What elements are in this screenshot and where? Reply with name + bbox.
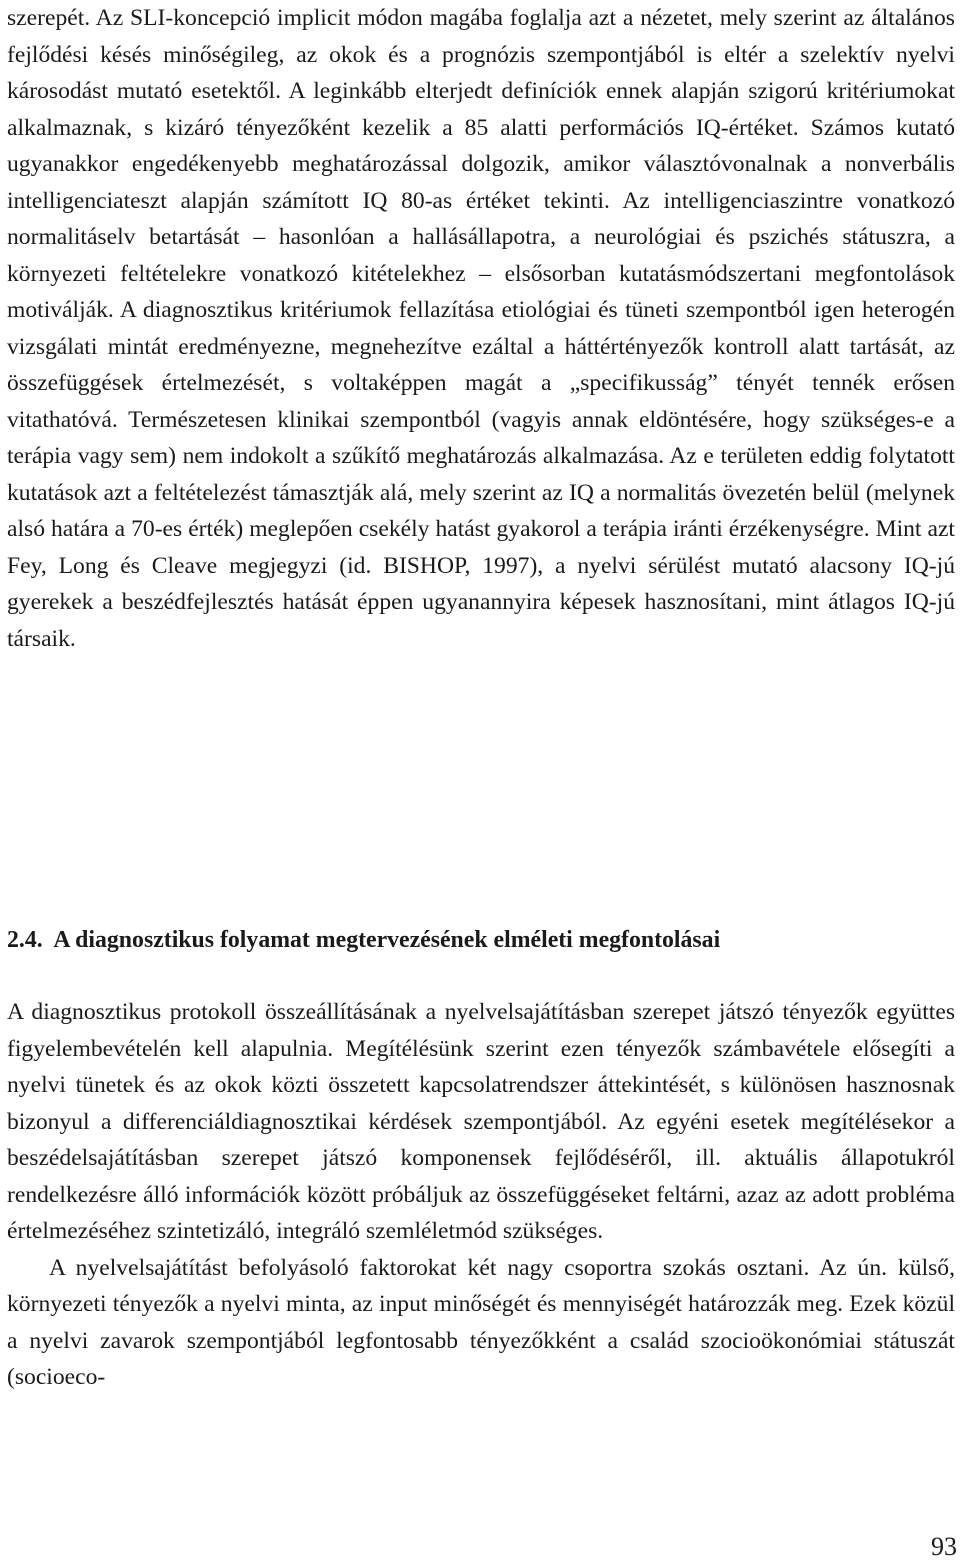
section-heading — [7, 922, 720, 958]
body-paragraph-2: A nyelvelsajátítást befolyásoló faktorokat két nagy csoportra szokás osztani. Az ún. külső, környezeti tényezők a nyelvi minta, az input minőségét és mennyiségét határozzák meg. Ezek közül a nyelvi zavarok szempontjából legfontosabb tényezőkként a család szocioökonómiai státuszát (socioeco- — [7, 1254, 955, 1390]
section-body — [7, 994, 955, 1396]
body-paragraph-intro: szerepét. Az SLI-koncepció implicit módon magába foglalja azt a nézetet, mely szerint az általános fejlődési késés minőségileg, az okok és a prognózis szempontjából is eltér a szelektív nyelvi károsodást mutató esetektől. A leginkább elterjedt definíciók ennek alapján szigorú kritériumokat alkalmaznak, s kizáró tényezőként kezelik a 85 alatti performációs IQ-értéket. Számos kutató ugyanakkor engedékenyebb meghatározással dolgozik, amikor választóvonalnak a nonverbális intelligenciateszt alapján számított IQ 80-as értéket tekinti. Az intelligenciaszintre vonatkozó normalitáselv betartását – hasonlóan a hallásállapotra, a neurológiai és pszichés státuszra, a környezeti feltételekre vonatkozó kitételekhez – elsősorban kutatásmódszertani megfontolások motiválják. A diagnosztikus kritériumok fellazítása etiológiai és tüneti szempontból igen heterogén vizsgálati mintát eredményezne, megnehezítve ezáltal a háttértényezők kontroll alatt tartását, az összefüggések értelmezését, s voltaképpen magát a „specifikusság” tényét tennék erősen vitathatóvá. Természetesen klinikai szempontból (vagyis annak eldöntésére, hogy szükséges-e a terápia vagy sem) nem indokolt a szűkítő meghatározás alkalmazása. Az e területen eddig folytatott kutatások azt a feltételezést támasztják alá, mely szerint az IQ a normalitás övezetén belül (melynek alsó határa a 70-es érték) meglepően csekély hatást gyakorol a terápia iránti érzékenységre. Mint azt Fey, Long és Cleave megjegyzi (id. BISHOP, 1997), a nyelvi sérülést mutató alacsony IQ-jú gyerekek a beszédfejlesztés hatását éppen ugyanannyira képesek hasznosítani, mint átlagos IQ-jú társaik. — [7, 5, 955, 652]
document-page — [7, 0, 955, 657]
section-title: A diagnosztikus folyamat megtervezésének elméleti megfontolásai — [53, 927, 721, 953]
page-number: 93 — [931, 1532, 957, 1561]
section-number: 2.4. — [7, 927, 43, 953]
body-paragraph-1: A diagnosztikus protokoll összeállításának a nyelvelsajátításban szerepet játszó tényezők együttes figyelembevételén kell alapulnia. Megítélésünk szerint ezen tényezők számbavétele elősegíti a nyelvi tünetek és az okok közti összetett kapcsolatrendszer áttekintését, s különösen hasznosnak bizonyul a differenciáldiagnosztikai kérdések szempontjából. Az egyéni esetek megítélésekor a beszédelsajátításban szerepet játszó komponensek fejlődéséről, ill. aktuális állapotukról rendelkezésre álló információk között próbáljuk az összefüggéseket feltárni, azaz az adott probléma értelmezéséhez szintetizáló, integráló szemléletmód szükséges. — [7, 999, 955, 1244]
